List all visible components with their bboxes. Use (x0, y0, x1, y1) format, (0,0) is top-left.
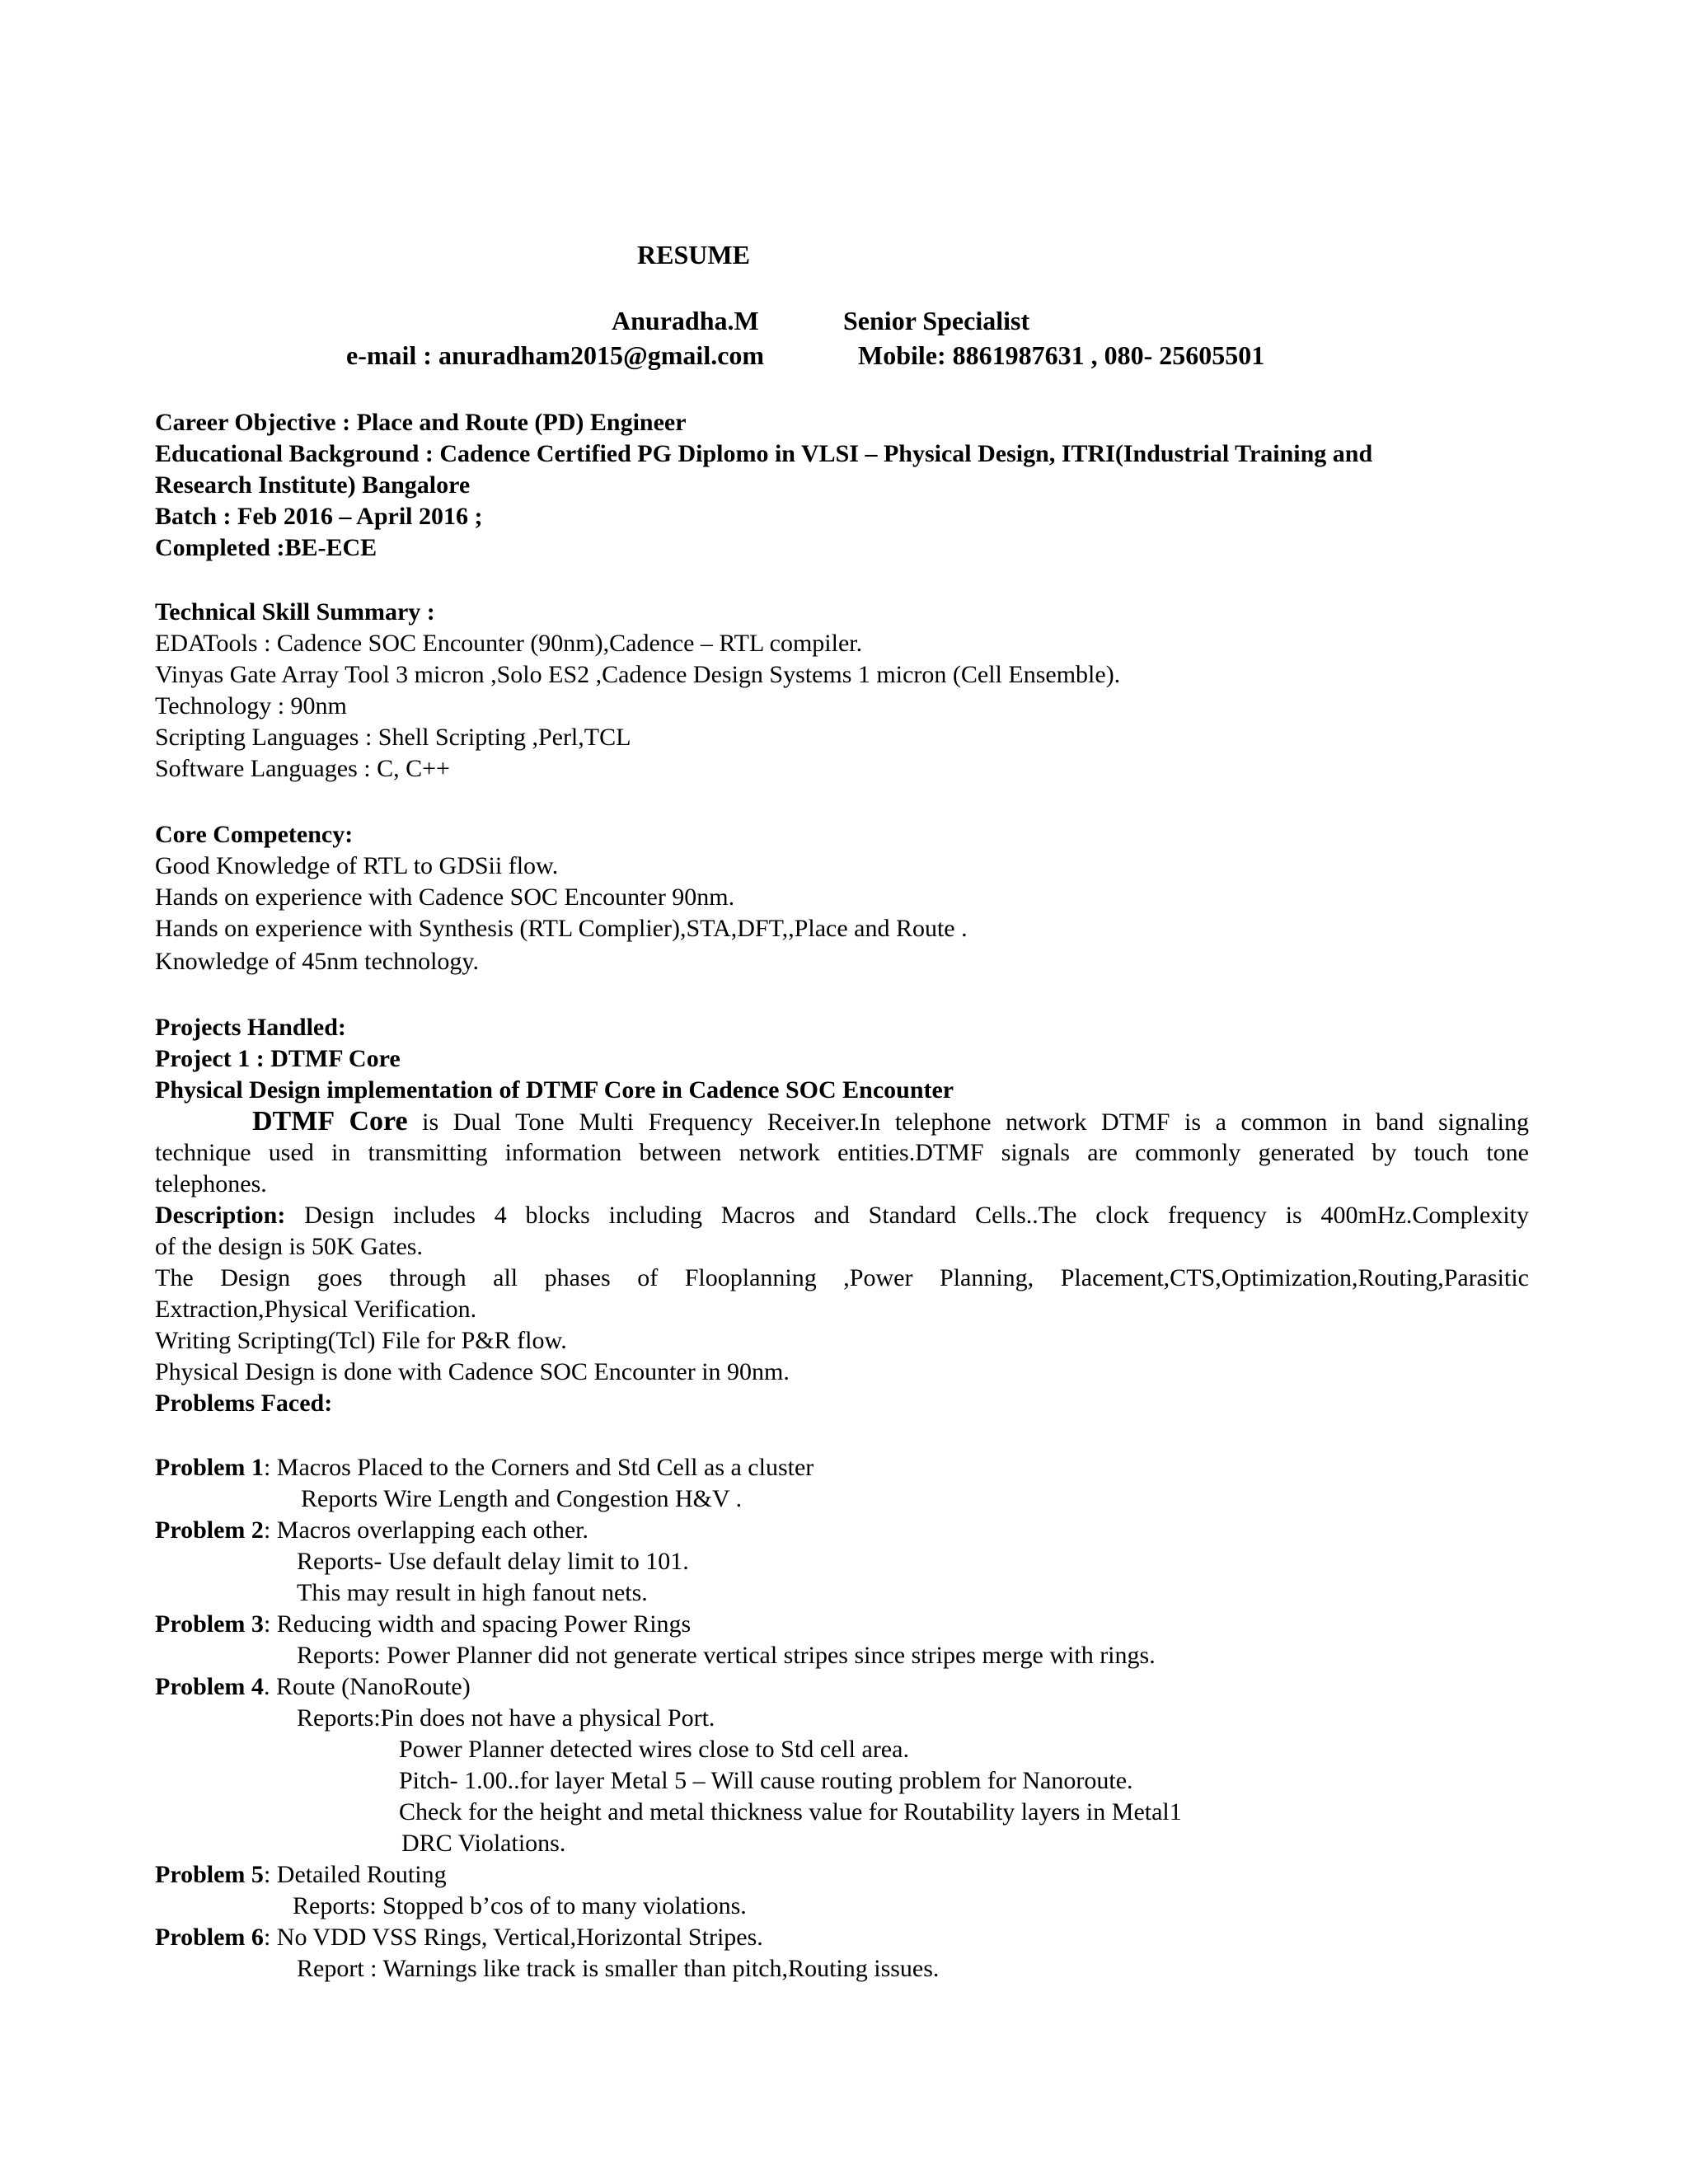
technical-skills-heading: Technical Skill Summary : (155, 598, 435, 626)
core-competency-heading: Core Competency: (155, 821, 354, 848)
problem-2 (155, 1515, 588, 1547)
problem-6-text: : No VDD VSS Rings, Vertical,Horizontal Stripes. (263, 1924, 763, 1951)
problem-2-report-1: Reports- Use default delay limit to 101. (297, 1548, 689, 1575)
dtmf-paragraph-line-1 (155, 1106, 1529, 1139)
description-line-2: of the design is 50K Gates. (155, 1233, 423, 1260)
competency-line: Hands on experience with Cadence SOC Encounter 90nm. (155, 883, 735, 911)
problems-heading: Problems Faced: (155, 1390, 333, 1417)
resume-title: RESUME (637, 240, 750, 269)
dtmf-paragraph-line-2: technique used in transmitting information between network entities.DTMF signals are commonly generated by touch tone (155, 1139, 1529, 1166)
pd-line: Physical Design is done with Cadence SOC Encounter in 90nm. (155, 1358, 790, 1385)
skill-line: Software Languages : C, C++ (155, 755, 450, 782)
problem-3 (155, 1609, 691, 1641)
education-line-1: Educational Background : Cadence Certified PG Diplomo in VLSI – Physical Design, ITRI(Industrial Training and (155, 440, 1373, 467)
problem-5-label: Problem 5 (155, 1861, 264, 1888)
project-1-title: Project 1 : DTMF Core (155, 1045, 401, 1072)
career-objective: Career Objective : Place and Route (PD) Engineer (155, 409, 687, 436)
problem-5 (155, 1859, 447, 1891)
flow-line-2: Extraction,Physical Verification. (155, 1296, 477, 1323)
problem-6-report: Report : Warnings like track is smaller than pitch,Routing issues. (297, 1955, 940, 1982)
problem-2-label: Problem 2 (155, 1516, 264, 1544)
competency-line: Hands on experience with Synthesis (RTL Complier),STA,DFT,,Place and Route . (155, 915, 968, 942)
completed-line: Completed :BE-ECE (155, 534, 377, 561)
candidate-name: Anuradha.M (612, 306, 759, 335)
description-label: Description: (155, 1202, 286, 1229)
problem-4 (155, 1671, 471, 1704)
skill-line: EDATools : Cadence SOC Encounter (90nm),Cadence – RTL compiler. (155, 630, 863, 657)
problem-4-report-1: Reports:Pin does not have a physical Port. (297, 1704, 715, 1732)
batch-line: Batch : Feb 2016 – April 2016 ; (155, 503, 483, 530)
skill-line: Vinyas Gate Array Tool 3 micron ,Solo ES2 ,Cadence Design Systems 1 micron (Cell Ensemble). (155, 661, 1121, 688)
problem-3-report: Reports: Power Planner did not generate vertical stripes since stripes merge with rings. (297, 1642, 1156, 1669)
problem-6 (155, 1922, 763, 1954)
dtmf-paragraph-line-3: telephones. (155, 1170, 267, 1197)
problem-5-report: Reports: Stopped b’cos of to many violations. (293, 1892, 747, 1919)
competency-line: Knowledge of 45nm technology. (155, 948, 479, 975)
skill-line: Scripting Languages : Shell Scripting ,Perl,TCL (155, 724, 631, 751)
problem-4-report-3: Pitch- 1.00..for layer Metal 5 – Will cause routing problem for Nanoroute. (399, 1767, 1133, 1794)
flow-line-1: The Design goes through all phases of Flooplanning ,Power Planning, Placement,CTS,Optimization,Routing,Parasitic (155, 1264, 1529, 1291)
problem-1 (155, 1452, 814, 1484)
projects-heading: Projects Handled: (155, 1014, 346, 1041)
problem-1-report: Reports Wire Length and Congestion H&V . (301, 1485, 743, 1512)
dtmf-line-1-text: is Dual Tone Multi Frequency Receiver.In telephone network DTMF is a common in band signaling (407, 1108, 1529, 1136)
education-line-2: Research Institute) Bangalore (155, 471, 471, 499)
problem-3-label: Problem 3 (155, 1610, 264, 1638)
problem-4-report-2: Power Planner detected wires close to Std cell area. (399, 1736, 909, 1763)
problem-6-label: Problem 6 (155, 1924, 264, 1951)
scripting-line: Writing Scripting(Tcl) File for P&R flow. (155, 1327, 567, 1354)
description-line-1 (155, 1200, 1529, 1232)
candidate-designation: Senior Specialist (843, 306, 1030, 335)
problem-4-text: . Route (NanoRoute) (263, 1673, 471, 1700)
dtmf-lead: DTMF Core (252, 1106, 408, 1137)
problem-3-text: : Reducing width and spacing Power Rings (263, 1610, 692, 1638)
email-line: e-mail : anuradham2015@gmail.com (346, 340, 765, 370)
problem-4-report-5: DRC Violations. (401, 1830, 566, 1857)
problem-1-text: : Macros Placed to the Corners and Std Cell as a cluster (263, 1454, 814, 1481)
mobile-line: Mobile: 8861987631 , 080- 25605501 (858, 340, 1265, 370)
problem-1-label: Problem 1 (155, 1454, 264, 1481)
problem-2-report-2: This may result in high fanout nets. (297, 1579, 648, 1606)
project-1-subtitle: Physical Design implementation of DTMF Core in Cadence SOC Encounter (155, 1076, 954, 1104)
skill-line: Technology : 90nm (155, 692, 347, 719)
problem-5-text: : Detailed Routing (263, 1861, 447, 1888)
problem-2-text: : Macros overlapping each other. (263, 1516, 588, 1544)
problem-4-report-4: Check for the height and metal thickness value for Routability layers in Metal1 (399, 1798, 1182, 1825)
problem-4-label: Problem 4 (155, 1673, 264, 1700)
competency-line: Good Knowledge of RTL to GDSii flow. (155, 852, 559, 879)
description-text: Design includes 4 blocks including Macros and Standard Cells..The clock frequency is 400mHz.Complexity (285, 1202, 1529, 1229)
